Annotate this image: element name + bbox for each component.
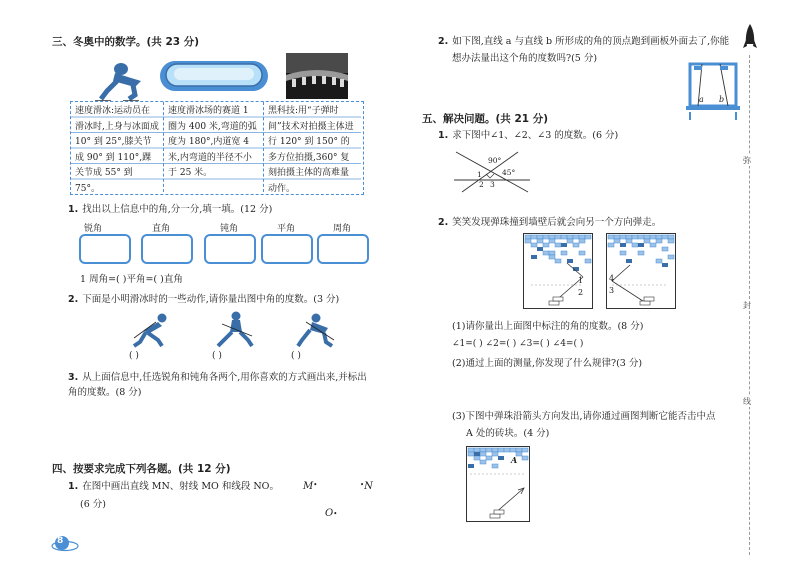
r-question-2: 2. 如下图,直线 a 与直线 b 所形成的角的顶点跑到画板外面去了,你能 [438, 36, 730, 47]
s5-sub-1: (1)请你量出上面图中标注的角的度数。(8 分) [452, 321, 644, 332]
skater-pose-1 [132, 312, 178, 348]
info-bullet-time: 黑科技:用“子弹时间”技术对拍摄主体进行 120° 到 150° 的多方位拍摄,360° 复刻拍摄主体的高难量动作。 [263, 102, 361, 192]
point-m[interactable]: M• [303, 481, 318, 492]
wall1-angle-label-2: 2 [578, 288, 584, 297]
skating-rink-illustration [158, 55, 270, 95]
s5-question-1: 1. 求下图中∠1、∠2、∠3 的度数。(6 分) [438, 130, 619, 141]
category-label-acute: 锐角 [83, 224, 102, 234]
angle-label-90: 90° [488, 156, 502, 165]
section4-title: 四、按要求完成下列各题。(共 12 分) [52, 463, 231, 475]
category-label-straight: 平角 [276, 224, 295, 234]
answer-paren-2[interactable]: ( ) [212, 351, 222, 361]
skater-pose-2 [212, 310, 258, 350]
wall2-angle-label-3: 3 [609, 286, 615, 295]
answer-paren-1[interactable]: ( ) [129, 351, 139, 361]
category-label-right: 直角 [151, 224, 170, 234]
s5-sub-1-fill[interactable]: ∠1=( ) ∠2=( ) ∠3=( ) ∠4=( ) [452, 339, 584, 349]
line-label-a: a [699, 95, 704, 104]
r-question-2-line2: 想办法量出这个角的度数吗?(5 分) [452, 53, 598, 64]
fold-label-1: 弥 [743, 156, 751, 165]
page-number: 8 [57, 536, 64, 546]
category-label-obtuse: 钝角 [219, 224, 238, 234]
skater-pose-3 [294, 312, 340, 348]
angle-label-3: 3 [490, 180, 495, 189]
point-n[interactable]: •N [360, 481, 373, 492]
speed-skater-illustration [95, 55, 155, 103]
info-speed-skating: 速度滑冰:运动员在滑冰时,上身与冰面成 10° 到 25°,膝关节成 90° 到 110°,踝关节成 55° 到 75°。 [71, 102, 163, 192]
s3-question-2: 2. 下面是小明滑冰时的一些动作,请你量出图中角的度数。(3 分) [68, 294, 340, 305]
drawing-board-figure [684, 58, 742, 122]
line-label-b: b [719, 95, 725, 104]
brick-wall-figure-2 [606, 233, 676, 309]
brick-wall-figure-1 [523, 233, 593, 309]
answer-box-full[interactable] [317, 234, 369, 264]
info-box [70, 101, 364, 195]
page-number-badge [50, 534, 80, 554]
wall1-angle-label-1: 1 [578, 276, 584, 285]
rocket-icon [742, 22, 758, 52]
answer-box-acute[interactable] [79, 234, 131, 264]
s4-question-1-score: (6 分) [80, 499, 106, 510]
angle-label-1: 1 [477, 170, 482, 179]
fold-label-3: 线 [743, 397, 751, 406]
bullet-time-camera-photo [286, 53, 348, 99]
section5-title: 五、解决问题。(共 21 分) [422, 113, 549, 125]
info-rink-track: 速度滑冰场的赛道 1 圈为 400 米,弯道的弧度为 180°,内道宽 4 米,内弯道的半径不小于 25 米。 [163, 102, 263, 192]
answer-box-straight[interactable] [261, 234, 313, 264]
unit-conversion-fill[interactable]: 1 周角=( )平角=( )直角 [80, 274, 183, 285]
angle-label-45: 45° [502, 168, 516, 177]
fold-label-2: 封 [743, 301, 751, 310]
answer-box-obtuse[interactable] [204, 234, 256, 264]
intersecting-lines-figure [452, 146, 532, 198]
s4-question-1: 1. 在图中画出直线 MN、射线 MO 和线段 NO。 [68, 481, 279, 492]
s3-question-1: 1. 找出以上信息中的角,分一分,填一填。(12 分) [68, 204, 273, 215]
wall2-angle-label-4: 4 [609, 274, 615, 283]
s5-sub-2: (2)通过上面的测量,你发现了什么规律?(3 分) [452, 358, 643, 369]
answer-paren-3[interactable]: ( ) [291, 351, 301, 361]
s5-sub-3-line2: A 处的砖块。(4 分) [466, 428, 550, 439]
point-o[interactable]: O• [325, 508, 338, 519]
answer-box-right[interactable] [141, 234, 193, 264]
angle-label-2: 2 [479, 180, 484, 189]
s5-question-2: 2. 笑笑发现弹珠撞到墙壁后就会向另一个方向弹走。 [438, 217, 662, 228]
brick-wall-figure-3 [466, 446, 530, 522]
s5-sub-3: (3)下图中弹珠沿箭头方向发出,请你通过画图判断它能否击中点 [452, 411, 716, 422]
section3-title: 三、冬奥中的数学。(共 23 分) [52, 36, 200, 48]
target-point-a[interactable]: A [511, 455, 518, 465]
category-label-full: 周角 [332, 224, 351, 234]
s3-question-3: 3. 从上面信息中,任选锐角和钝角各两个,用你喜欢的方式画出来,并标出角的度数。(8 分) [68, 372, 367, 398]
